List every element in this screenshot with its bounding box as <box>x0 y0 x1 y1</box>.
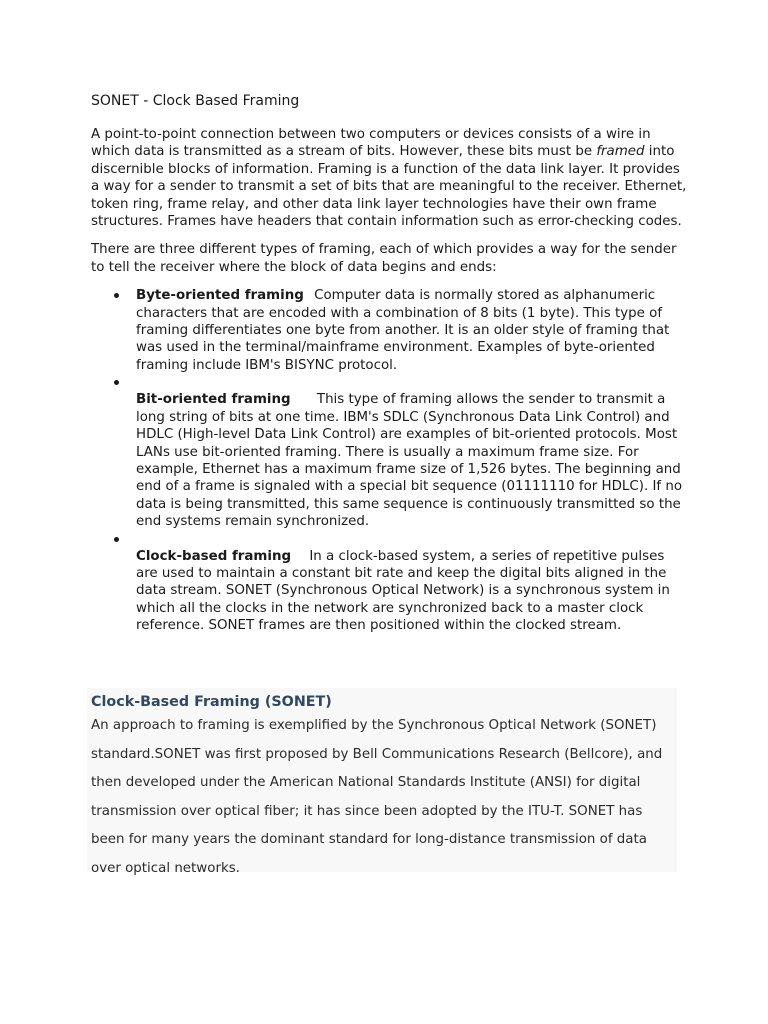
section-heading: Clock-Based Framing (SONET) <box>91 694 332 710</box>
section-body: An approach to framing is exemplified by the Synchronous Optical Network (SONET) standard.SONET was first proposed by Bell Communications Research (Bellcore), and then developed under the American National Standards Institute (ANSI) for digital transmission over optical fiber; it has since been adopted by the ITU-T. SONET has been for many years the dominant standard for long-distance transmission of data over optical networks. <box>91 718 663 876</box>
list-item-empty <box>136 531 687 548</box>
framing-types-intro: There are three different types of framing, each of which provides a way for the sender to tell the receiver where the block of data begins and ends: <box>91 242 677 275</box>
byte-oriented-text: Computer data is normally stored as alphanumeric characters that are encoded with a combination of 8 bits (1 byte). This type of framing differentiates one byte from another. It is an older style of framing that was used in the terminal/mainframe environment. Examples of byte-oriented framing include IBM's BISYNC protocol. <box>136 288 670 373</box>
list-item-clock-based <box>136 548 687 635</box>
intro-text-end: into discernible blocks of information. Framing is a function of the data link layer. It provides a way for a sender to transmit a set of bits that are meaningful to the receiver. Ethernet, token ring, frame relay, and other data link layer technologies have their own frame structures. Frames have headers that contain information such as error-checking codes. <box>91 144 687 230</box>
intro-emphasis: framed <box>596 144 645 160</box>
bit-oriented-text: This type of framing allows the sender to transmit a long string of bits at one time. IBM's SDLC (Synchronous Data Link Control) and HDLC (High-level Data Link Control) are examples of bit-oriented protocols. Most LANs use bit-oriented framing. There is usually a maximum frame size. For example, Ethernet has a maximum frame size of 1,526 bytes. The beginning and end of a frame is signaled with a special bit sequence (01111110 for HDLC). If no data is being transmitted, this same sequence is continuously transmitted so the end systems remain synchronized. <box>136 392 683 530</box>
clock-based-term: Clock-based framing <box>136 548 292 564</box>
intro-paragraph <box>91 126 687 230</box>
list-item-bit-oriented <box>136 391 687 530</box>
document-content <box>91 91 687 635</box>
clock-based-text: In a clock-based system, a series of repetitive pulses are used to maintain a constant bit rate and keep the digital bits aligned in the data stream. SONET (Synchronous Optical Network) is a synchronous system in which all the clocks in the network are synchronized back to a master clock reference. SONET frames are then positioned within the clocked stream. <box>136 548 670 634</box>
framing-types-list <box>91 287 687 634</box>
list-item-empty <box>136 374 687 391</box>
sonet-section <box>87 688 677 876</box>
byte-oriented-term: Byte-oriented framing <box>136 288 304 304</box>
document-title: SONET - Clock Based Framing <box>91 93 300 109</box>
intro-text-start: A point-to-point connection between two computers or devices consists of a wire in which data is transmitted as a stream of bits. However, these bits must be <box>91 127 651 160</box>
bit-oriented-term: Bit-oriented framing <box>136 392 291 408</box>
list-item-byte-oriented <box>136 287 687 374</box>
